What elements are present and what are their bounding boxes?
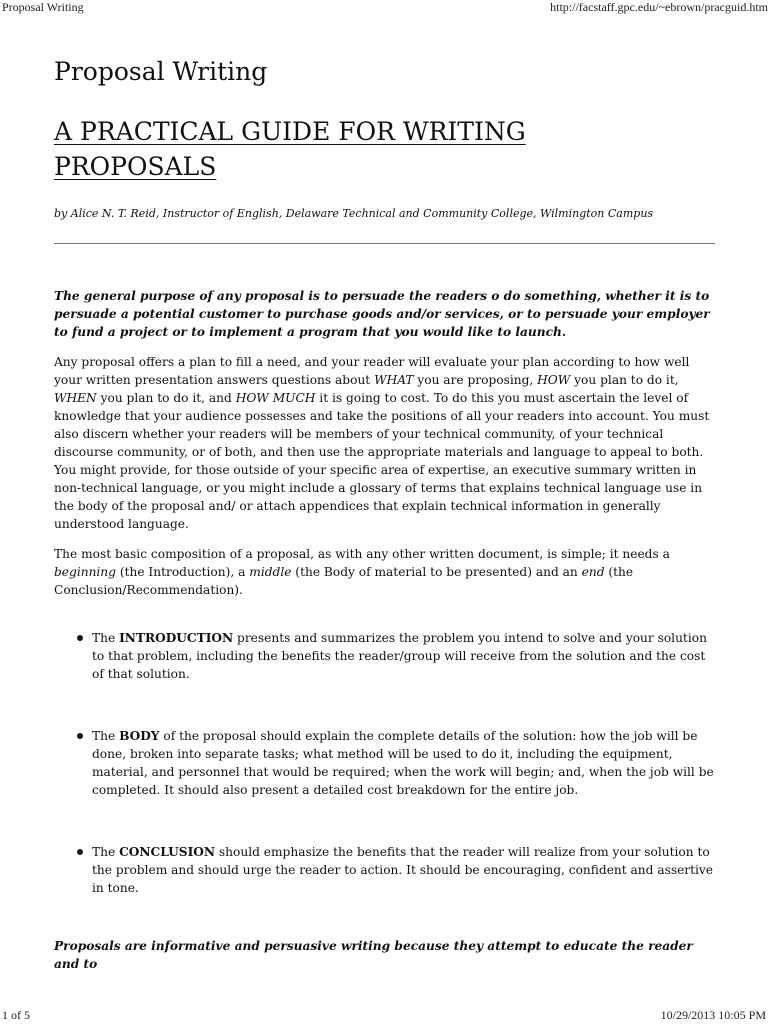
bullet-icon [77,733,83,739]
emphasis-when: WHEN [54,391,97,405]
emphasis-how-much: HOW MUCH [235,391,316,405]
list-item-body [92,727,714,799]
list-item-term: CONCLUSION [119,845,216,859]
lead-paragraph: The general purpose of any proposal is to persuade the readers o do something, whether it is to persuade a potential customer to purchase goods and/or services, or to persuade your employer to fund a project or to implement a program that you would like to launch. [54,289,710,339]
emphasis-middle: middle [249,565,292,579]
list-item-prefix: The [92,845,120,859]
list-item-conclusion [92,843,714,897]
paragraph-audience [54,353,714,533]
print-footer-page: 1 of 5 [2,1008,30,1022]
paragraph-text: you are proposing, [413,373,538,387]
print-header-url: http://facstaff.gpc.edu/~ebrown/pracguid.htm [550,0,768,14]
list-item-introduction [92,629,714,683]
horizontal-rule [54,243,715,244]
closing-paragraph: Proposals are informative and persuasive writing because they attempt to educate the reader and to [54,939,693,971]
emphasis-how: HOW [537,373,571,387]
paragraph-text: Any proposal offers a plan to fill a need, and your reader will evaluate your plan according to how well your written presentation answers questions about [54,355,690,387]
emphasis-what: WHAT [374,373,414,387]
paragraph-text: (the Body of material to be presented) and an [291,565,582,579]
list-item-text: should emphasize the benefits that the reader will realize from your solution to the problem and should urge the reader to action. It should be encouraging, confident and assertive in tone. [92,845,714,895]
paragraph-text: it is going to cost. To do this you must ascertain the level of knowledge that your audience possesses and take the positions of all your readers into account. You must also discern whether your readers will be members of your technical community, of your technical discourse community, or of both, and then use the appropriate materials and language to appeal to both. You might provide, for those outside of your specific area of expertise, an executive summary written in non-technical language, or you might include a glossary of terms that explains technical language use in the body of the proposal and/ or attach appendices that explain technical information in generally understood language. [54,391,710,531]
list-item-text: of the proposal should explain the complete details of the solution: how the job will be done, broken into separate tasks; what method will be used to do it, including the equipment, material, and personnel that would be required; when the work will begin; and, when the job will be completed. It should also present a detailed cost breakdown for the entire job. [92,729,714,797]
list-item-prefix: The [92,729,120,743]
paragraph-text: (the Conclusion/Recommendation). [54,565,634,597]
list-item-prefix: The [92,631,120,645]
author-byline: by Alice N. T. Reid, Instructor of English, Delaware Technical and Community College, Wilmington Campus [54,207,654,220]
paragraph-text: (the Introduction), a [115,565,250,579]
section-list [54,629,714,897]
page-title: Proposal Writing [54,57,268,86]
paragraph-text: The most basic composition of a proposal, as with any other written document, is simple; it needs a [54,547,670,561]
print-header-title: Proposal Writing [2,0,84,14]
emphasis-beginning: beginning [54,565,116,579]
paragraph-text: you plan to do it, [570,373,679,387]
print-footer-timestamp: 10/29/2013 10:05 PM [660,1008,766,1022]
guide-heading: A PRACTICAL GUIDE FOR WRITING PROPOSALS [54,117,526,181]
bullet-icon [77,849,83,855]
list-item-term: INTRODUCTION [119,631,234,645]
paragraph-composition [54,545,714,599]
emphasis-end: end [581,565,605,579]
paragraph-text: you plan to do it, and [96,391,236,405]
bullet-icon [77,635,83,641]
list-item-term: BODY [119,729,160,743]
article-body [54,287,714,985]
list-item-text: presents and summarizes the problem you intend to solve and your solution to that problem, including the benefits the reader/group will receive from the solution and the cost of that solution. [92,631,707,681]
